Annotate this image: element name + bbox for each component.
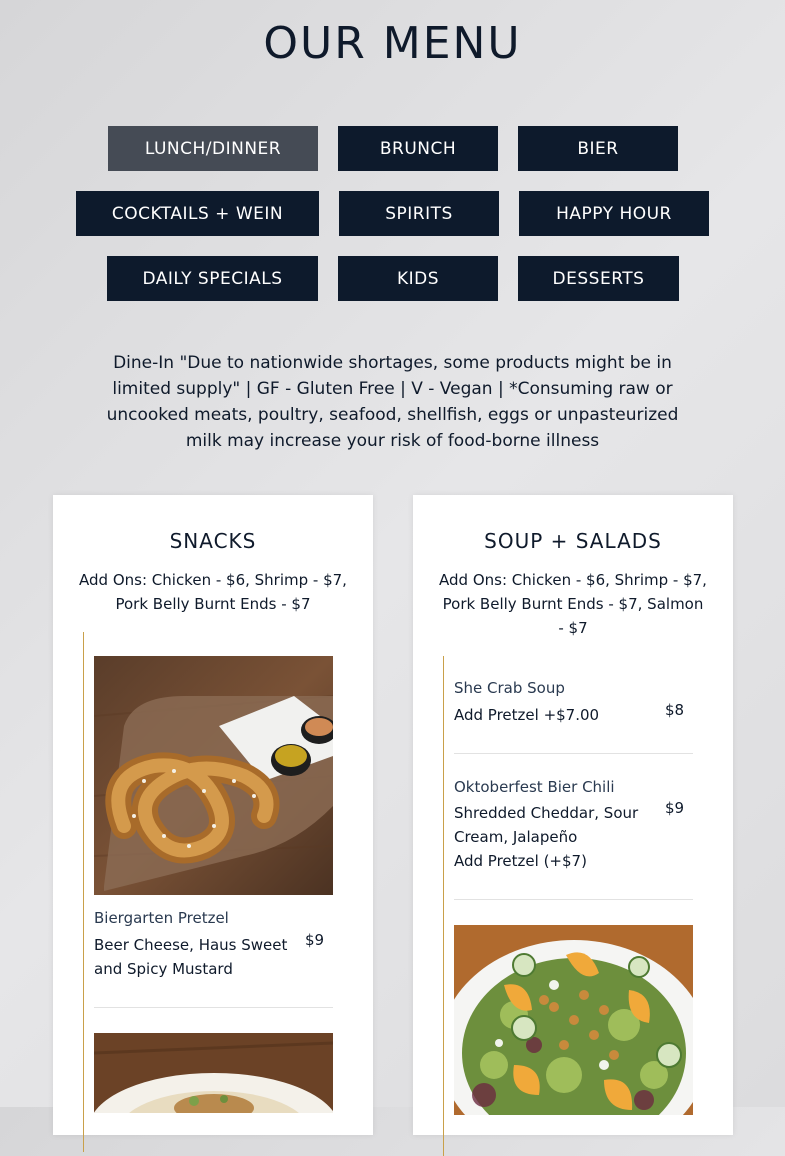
tab-daily-specials[interactable]: DAILY SPECIALS (107, 256, 318, 301)
item-price: $8 (665, 701, 685, 719)
accent-rule (443, 656, 444, 1156)
salad-photo (454, 925, 693, 1115)
item-price: $9 (305, 931, 325, 949)
tab-cocktails-wein[interactable]: COCKTAILS + WEIN (76, 191, 319, 236)
item-name: She Crab Soup (454, 679, 565, 697)
pretzel-photo (94, 656, 333, 895)
item-description-line: Add Pretzel (+$7) (454, 852, 587, 870)
menu-notice: Dine-In "Due to nationwide shortages, some products might be in limited supply" | GF - Gluten Free | V - Vegan | *Consuming raw or uncooked meats, poultry, seafood, shellfish, eggs or unpasteurized milk may increase your risk of food-borne illness (106, 353, 679, 451)
item-description: Add Pretzel +$7.00 (454, 706, 600, 724)
tab-brunch[interactable]: BRUNCH (338, 126, 498, 171)
item-description-line: Shredded Cheddar, Sour (454, 804, 639, 822)
tab-lunch-dinner[interactable]: LUNCH/DINNER (108, 126, 318, 171)
section-title: SNACKS (169, 529, 257, 553)
item-divider (454, 753, 693, 754)
section-addons: Add Ons: Chicken - $6, Shrimp - $7, Pork Belly Burnt Ends - $7 (79, 571, 347, 613)
item-name: Biergarten Pretzel (94, 909, 229, 927)
accent-rule (83, 632, 84, 1152)
section-title: SOUP + SALADS (484, 529, 662, 553)
tab-desserts[interactable]: DESSERTS (518, 256, 679, 301)
item-name: Oktoberfest Bier Chili (454, 778, 615, 796)
item-description (454, 801, 659, 873)
tab-happy-hour[interactable]: HAPPY HOUR (519, 191, 709, 236)
page-title: OUR MENU (263, 18, 522, 69)
item-description-line: Cream, Jalapeño (454, 828, 578, 846)
snacks-card (53, 495, 373, 1135)
section-addons: Add Ons: Chicken - $6, Shrimp - $7, Pork Belly Burnt Ends - $7, Salmon - $7 (439, 571, 707, 637)
snack-photo-2 (94, 1033, 333, 1113)
item-description: Beer Cheese, Haus Sweet and Spicy Mustard (94, 936, 288, 978)
tab-bier[interactable]: BIER (518, 126, 678, 171)
soups-salads-card (413, 495, 733, 1135)
item-divider (94, 1007, 333, 1008)
item-price: $9 (665, 799, 685, 817)
tab-spirits[interactable]: SPIRITS (339, 191, 499, 236)
tab-kids[interactable]: KIDS (338, 256, 498, 301)
item-divider (454, 899, 693, 900)
